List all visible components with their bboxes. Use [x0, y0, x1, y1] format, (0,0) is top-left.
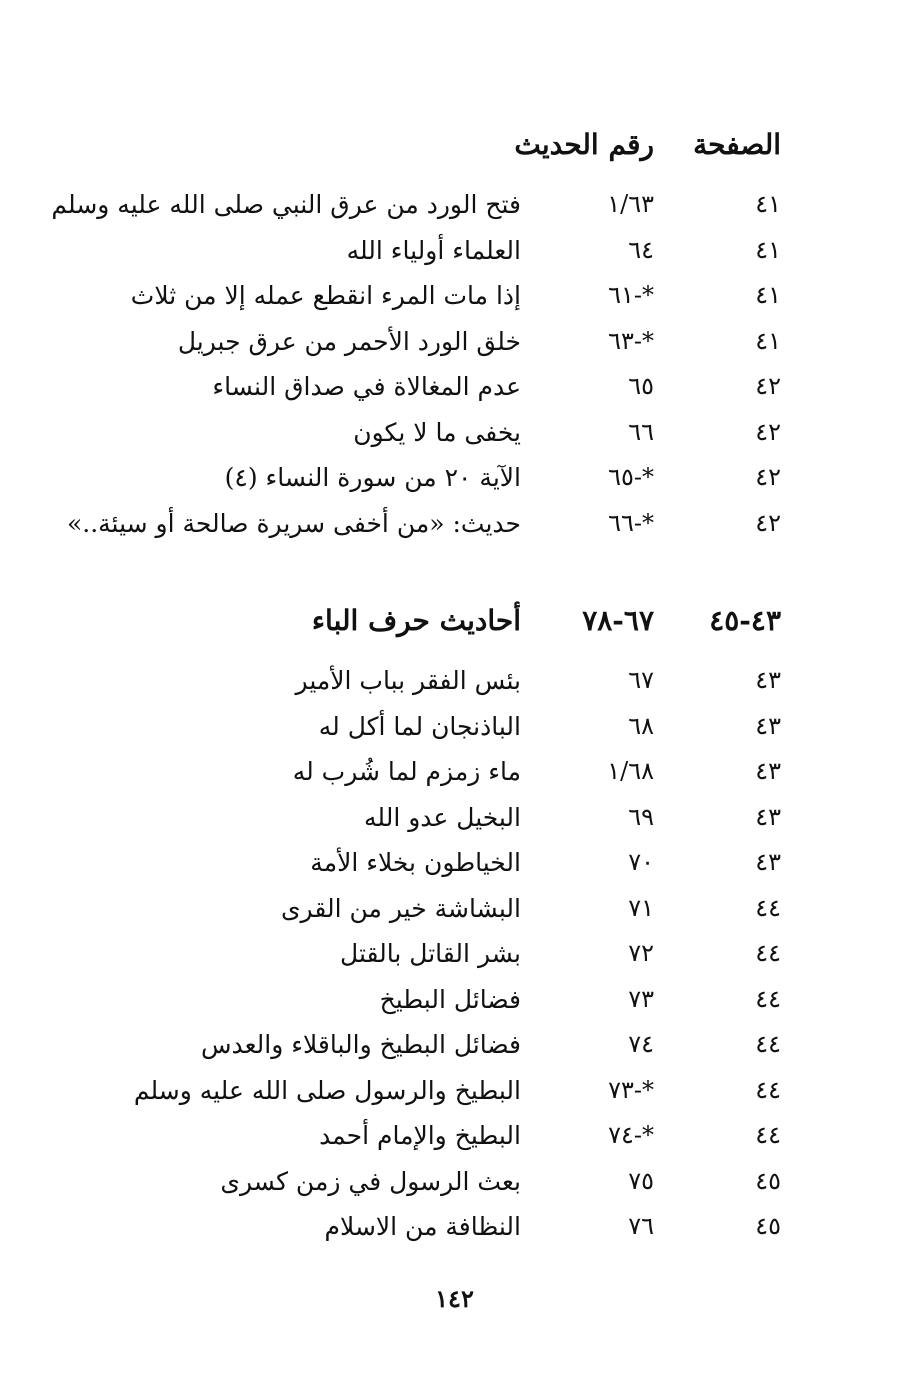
entry-title: النظافة من الاسلام: [324, 1212, 521, 1241]
index-entry-row: [0, 894, 909, 938]
entry-page: ٤٤: [755, 939, 781, 967]
section-pages: ٤٣-٤٥: [709, 604, 781, 637]
index-entry-row: [0, 327, 909, 371]
index-entry-row: [0, 281, 909, 325]
entry-number: ٧٠: [628, 848, 654, 876]
entry-page: ٤٤: [755, 1121, 781, 1149]
index-entry-row: [0, 985, 909, 1029]
entry-number: ٦٦: [628, 417, 654, 446]
index-entry-row: [0, 757, 909, 801]
index-entry-row: [0, 190, 909, 234]
entry-title: بشر القاتل بالقتل: [340, 939, 521, 968]
entry-title: عدم المغالاة في صداق النساء: [212, 372, 521, 401]
entry-title: فتح الورد من عرق النبي صلى الله عليه وسلم: [51, 190, 521, 219]
entry-number: ٧٥: [628, 1166, 654, 1195]
entry-number: ٧٢: [628, 939, 654, 967]
entry-number: *-٦٥: [608, 463, 654, 491]
entry-page: ٤٢: [755, 372, 781, 400]
entry-number: ٧٦: [628, 1212, 654, 1240]
entry-page: ٤٢: [755, 508, 781, 537]
section-numbers: ٦٧-٧٨: [582, 604, 654, 637]
entry-page: ٤٣: [755, 666, 781, 694]
page-column-header: الصفحة: [693, 128, 781, 161]
entry-page: ٤١: [755, 281, 781, 309]
entry-page: ٤٤: [755, 1075, 781, 1104]
entry-number: ١/٦٣: [607, 190, 654, 218]
entry-number: ٧٤: [628, 1030, 654, 1058]
index-entry-row: [0, 236, 909, 280]
entry-title: البشاشة خير من القرى: [280, 893, 521, 923]
index-entry-row: [0, 1076, 909, 1120]
number-column-header: رقم الحديث: [514, 128, 654, 161]
entry-number: ٧١: [628, 893, 654, 922]
entry-number: ٧٣: [628, 984, 654, 1013]
index-entry-row: [0, 803, 909, 847]
section-heading-row: [0, 604, 909, 648]
entry-page: ٤٤: [755, 984, 781, 1013]
entry-title: العلماء أولياء الله: [346, 235, 521, 265]
entry-page: ٤٣: [755, 757, 781, 785]
entry-page: ٤٤: [755, 1030, 781, 1058]
entry-number: *-٧٣: [608, 1075, 654, 1104]
entry-page: ٤٢: [755, 463, 781, 491]
index-entry-row: [0, 372, 909, 416]
entry-page: ٤٤: [755, 893, 781, 922]
entry-page: ٤٣: [755, 802, 781, 831]
entry-page: ٤١: [755, 235, 781, 264]
page-number: ١٤٢: [435, 1284, 474, 1313]
index-entry-row: [0, 1212, 909, 1256]
entry-title: ماء زمزم لما شُرب له: [292, 757, 521, 786]
entry-title: فضائل البطيخ والباقلاء والعدس: [200, 1030, 521, 1059]
entry-title: بئس الفقر بباب الأمير: [295, 666, 521, 695]
entry-title: بعث الرسول في زمن كسرى: [220, 1166, 521, 1196]
index-entry-row: [0, 463, 909, 507]
entry-number: ٦٥: [628, 372, 654, 400]
entry-title: البطيخ والإمام أحمد: [319, 1121, 521, 1150]
entry-number: ٦٨: [628, 711, 654, 740]
entry-number: *-٧٤: [608, 1121, 654, 1149]
entry-title: الباذنجان لما أكل له: [318, 711, 521, 741]
entry-number: ٦٧: [628, 666, 654, 694]
index-entry-row: [0, 712, 909, 756]
index-entry-row: [0, 1167, 909, 1211]
index-entry-row: [0, 1121, 909, 1165]
index-entry-row: [0, 418, 909, 462]
entry-number: *-٦١: [608, 281, 654, 309]
column-header-row: [0, 128, 909, 172]
entry-number: *-٦٦: [608, 508, 654, 537]
entry-title: يخفى ما لا يكون: [353, 417, 521, 447]
entry-page: ٤١: [755, 326, 781, 355]
entry-number: ٦٩: [628, 802, 654, 831]
entry-title: إذا مات المرء انقطع عمله إلا من ثلاث: [130, 281, 521, 310]
entry-title: خلق الورد الأحمر من عرق جبريل: [177, 326, 521, 356]
index-entry-row: [0, 848, 909, 892]
entry-page: ٤٢: [755, 417, 781, 446]
entry-page: ٤٥: [755, 1166, 781, 1195]
entry-number: ٦٤: [628, 235, 654, 264]
entry-title: الخياطون بخلاء الأمة: [310, 848, 521, 877]
entry-number: *-٦٣: [608, 326, 654, 355]
index-entry-row: [0, 939, 909, 983]
entry-title: حديث: «من أخفى سريرة صالحة أو سيئة..»: [66, 508, 521, 538]
entry-title: البخيل عدو الله: [364, 802, 521, 832]
entry-title: فضائل البطيخ: [379, 984, 521, 1014]
index-entry-row: [0, 509, 909, 553]
entry-title: البطيخ والرسول صلى الله عليه وسلم: [133, 1075, 521, 1105]
entry-page: ٤٣: [755, 848, 781, 876]
entry-page: ٤١: [755, 190, 781, 218]
entry-title: الآية ٢٠ من سورة النساء (٤): [224, 463, 521, 492]
entry-page: ٤٣: [755, 711, 781, 740]
entry-page: ٤٥: [755, 1212, 781, 1240]
index-entry-row: [0, 666, 909, 710]
section-title: أحاديث حرف الباء: [311, 604, 521, 637]
index-entry-row: [0, 1030, 909, 1074]
entry-number: ١/٦٨: [607, 757, 654, 785]
